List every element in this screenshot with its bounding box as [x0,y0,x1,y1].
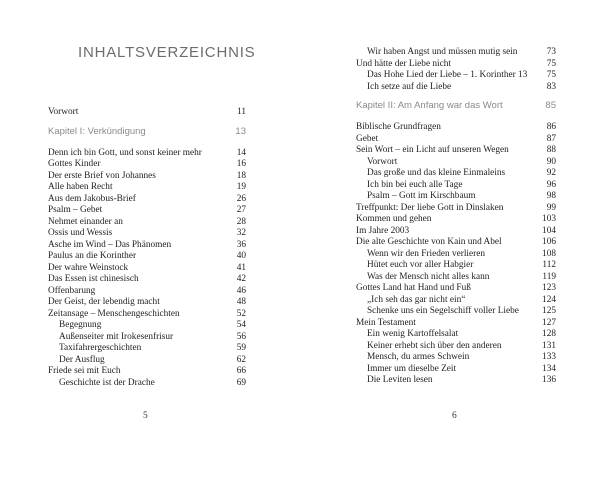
toc-entry-page: 36 [236,239,246,250]
toc-entry-title: Offenbarung [48,285,96,296]
right-page [300,0,600,477]
toc-entry-page: 106 [542,237,556,247]
toc-entry-title: Schenke uns ein Segelschiff voller Liebe [367,306,519,316]
toc-entry [48,320,246,332]
toc-entry [356,352,556,364]
toc-entry-title: Alle haben Recht [48,182,113,192]
toc-entry-page: 98 [546,191,556,201]
toc-entry-page: 75 [546,58,556,69]
toc-entry [48,240,246,252]
toc-entry-page: 27 [236,205,246,215]
toc-entry-title: Mensch, du armes Schwein [367,352,470,362]
toc-entry-page: 41 [236,262,246,273]
toc-entry [48,148,246,160]
page-number-left: 5 [143,411,148,421]
toc-entry-title: Mein Testament [356,317,416,328]
toc-entry-page: 73 [546,47,556,57]
toc-entry-page: 104 [542,225,556,236]
toc-entry [356,70,556,82]
toc-entry [356,364,556,376]
toc-entry [48,228,246,240]
toc-entry [356,375,556,387]
toc-entry-page: 134 [542,363,556,374]
toc-entry-title: Das Hohe Lied der Liebe – 1. Korinther 13 [367,70,528,80]
toc-entry [356,226,556,238]
toc-entry [48,286,246,298]
toc-entry-title: Außenseiter mit Irokesenfrisur [59,331,174,342]
toc-entry-page: 16 [236,159,246,169]
toc-entry-page: 11 [237,107,246,117]
toc-title: INHALTSVERZEICHNIS [78,44,256,61]
toc-entry [356,341,556,353]
toc-entry-page: 66 [236,366,246,376]
toc-entry [356,134,556,146]
toc-entry [356,168,556,180]
toc-entry [48,159,246,171]
toc-entry-title: Nehmet einander an [48,216,123,227]
toc-entry-page: 48 [236,297,246,307]
toc-entry [48,182,246,194]
toc-entry-page: 92 [546,168,556,178]
toc-entry-page: 87 [546,133,556,144]
toc-entry [356,47,556,59]
toc-entry-title: Der Geist, der lebendig macht [48,297,160,307]
toc-entry-page: 13 [235,125,246,137]
toc-entry-page: 75 [546,70,556,80]
toc-entry-page: 42 [236,274,246,284]
toc-entry-page: 123 [542,283,556,293]
toc-entry [48,217,246,229]
toc-entry-page: 19 [236,182,246,192]
toc-entry [356,249,556,261]
toc-entry-page: 59 [236,343,246,353]
toc-entry-page: 85 [545,100,556,111]
toc-entry [48,378,246,390]
toc-entry-page: 56 [236,331,246,342]
toc-entry [48,297,246,309]
toc-entry-title: Der wahre Weinstock [48,262,129,273]
toc-entry [48,309,246,321]
toc-entry-page: 136 [542,375,556,385]
toc-entry-page: 133 [542,352,556,362]
toc-entry [48,251,246,263]
toc-entry-title: Begegnung [59,320,102,330]
toc-entry-page: 112 [542,260,556,270]
toc-entry-title: Der erste Brief von Johannes [48,170,156,181]
toc-entry [356,306,556,318]
toc-entry-page: 103 [542,214,556,224]
toc-entry-title: Immer um dieselbe Zeit [367,363,457,374]
toc-entry [356,122,556,134]
toc-entry-title: Ossis und Wessis [48,228,113,238]
toc-entry-title: Gebet [356,133,379,144]
toc-entry-page: 128 [542,329,556,339]
toc-entry [356,145,556,157]
toc-entry-title: Zeitansage – Menschengeschichten [48,308,180,319]
toc-entry-page: 69 [236,377,246,388]
toc-entry [356,191,556,203]
toc-entry-title: Paulus an die Korinther [48,251,137,261]
toc-entry [356,157,556,169]
toc-entry-title: Und hätte der Liebe nicht [356,58,451,69]
toc-entry-page: 86 [546,122,556,132]
toc-entry-title: Psalm – Gott im Kirschbaum [367,191,476,201]
toc-entry-title: Wenn wir den Frieden verlieren [367,248,485,259]
toc-entry-title: Kapitel I: Verkündigung [48,125,146,137]
toc-entry-page: 96 [546,179,556,190]
toc-entry-title: Das große und das kleine Einmaleins [367,168,506,178]
toc-entry-page: 52 [236,308,246,319]
toc-entry [356,272,556,284]
toc-chapter-heading [356,98,556,114]
toc-list-right [356,47,556,387]
toc-entry-title: „Ich seh das gar nicht ein“ [367,294,466,305]
toc-entry-title: Friede sei mit Euch [48,366,121,376]
toc-entry-title: Sein Wort – ein Licht auf unseren Wegen [356,145,509,155]
toc-entry [48,171,246,183]
toc-entry [48,107,246,119]
toc-entry-page: 18 [236,170,246,181]
toc-entry-title: Hütet euch vor aller Habgier [367,260,474,270]
toc-entry [48,263,246,275]
toc-entry-page: 46 [236,285,246,296]
toc-entry-title: Denn ich bin Gott, und sonst keiner mehr [48,147,202,158]
toc-entry-page: 14 [236,147,246,158]
toc-entry [356,295,556,307]
toc-entry-title: Das Essen ist chinesisch [48,274,139,284]
toc-entry-page: 26 [236,193,246,204]
toc-entry-title: Psalm – Gebet [48,205,103,215]
toc-entry-title: Kapitel II: Am Anfang war das Wort [356,100,503,111]
page-number-right: 6 [452,411,457,421]
toc-entry-title: Kommen und gehen [356,214,432,224]
toc-entry-page: 99 [546,202,556,213]
toc-entry-title: Die alte Geschichte von Kain und Abel [356,237,502,247]
toc-entry-title: Ich setze auf die Liebe [367,81,452,92]
toc-entry-title: Keiner erhebt sich über den anderen [367,340,502,351]
toc-entry-title: Im Jahre 2003 [356,225,410,236]
toc-entry [356,260,556,272]
toc-entry [356,329,556,341]
toc-entry-page: 131 [542,340,556,351]
toc-entry [356,59,556,71]
toc-entry [48,366,246,378]
toc-list-left [48,107,246,389]
toc-entry-title: Gottes Land hat Hand und Fuß [356,283,471,293]
toc-entry-page: 28 [236,216,246,227]
toc-entry [356,214,556,226]
toc-entry [48,205,246,217]
toc-entry [356,203,556,215]
toc-entry-page: 40 [236,251,246,261]
toc-entry-title: Asche im Wind – Das Phänomen [48,239,172,250]
toc-entry-page: 88 [546,145,556,155]
toc-entry-title: Die Leviten lesen [367,375,433,385]
toc-entry-page: 124 [542,294,556,305]
toc-entry-page: 119 [542,271,556,282]
toc-entry-title: Gottes Kinder [48,159,101,169]
toc-entry-page: 54 [236,320,246,330]
toc-entry-page: 32 [236,228,246,238]
toc-entry-title: Aus dem Jakobus-Brief [48,193,136,204]
toc-entry [356,237,556,249]
toc-entry [356,180,556,192]
toc-entry-page: 62 [236,354,246,365]
toc-entry-title: Treffpunkt: Der liebe Gott in Dinslaken [356,202,504,213]
toc-entry [356,82,556,94]
toc-chapter-heading [48,124,246,140]
toc-entry [48,332,246,344]
toc-entry [356,318,556,330]
toc-entry-page: 83 [546,81,556,92]
toc-entry-page: 127 [542,317,556,328]
toc-entry-title: Vorwort [48,107,79,117]
toc-entry-title: Wir haben Angst und müssen mutig sein [367,47,518,57]
toc-entry-title: Ich bin bei euch alle Tage [367,179,463,190]
toc-entry-page: 90 [546,156,556,167]
toc-entry [48,274,246,286]
toc-entry [48,194,246,206]
toc-entry [48,355,246,367]
toc-entry-title: Geschichte ist der Drache [59,377,155,388]
toc-entry-title: Der Ausflug [59,354,105,365]
toc-entry [356,283,556,295]
toc-entry [48,343,246,355]
toc-entry-title: Taxifahrergeschichten [59,343,142,353]
toc-entry-page: 125 [542,306,556,316]
toc-entry-title: Ein wenig Kartoffelsalat [367,329,459,339]
toc-entry-title: Vorwort [367,156,398,167]
toc-entry-title: Biblische Grundfragen [356,122,441,132]
toc-entry-page: 108 [542,248,556,259]
toc-entry-title: Was der Mensch nicht alles kann [367,271,490,282]
